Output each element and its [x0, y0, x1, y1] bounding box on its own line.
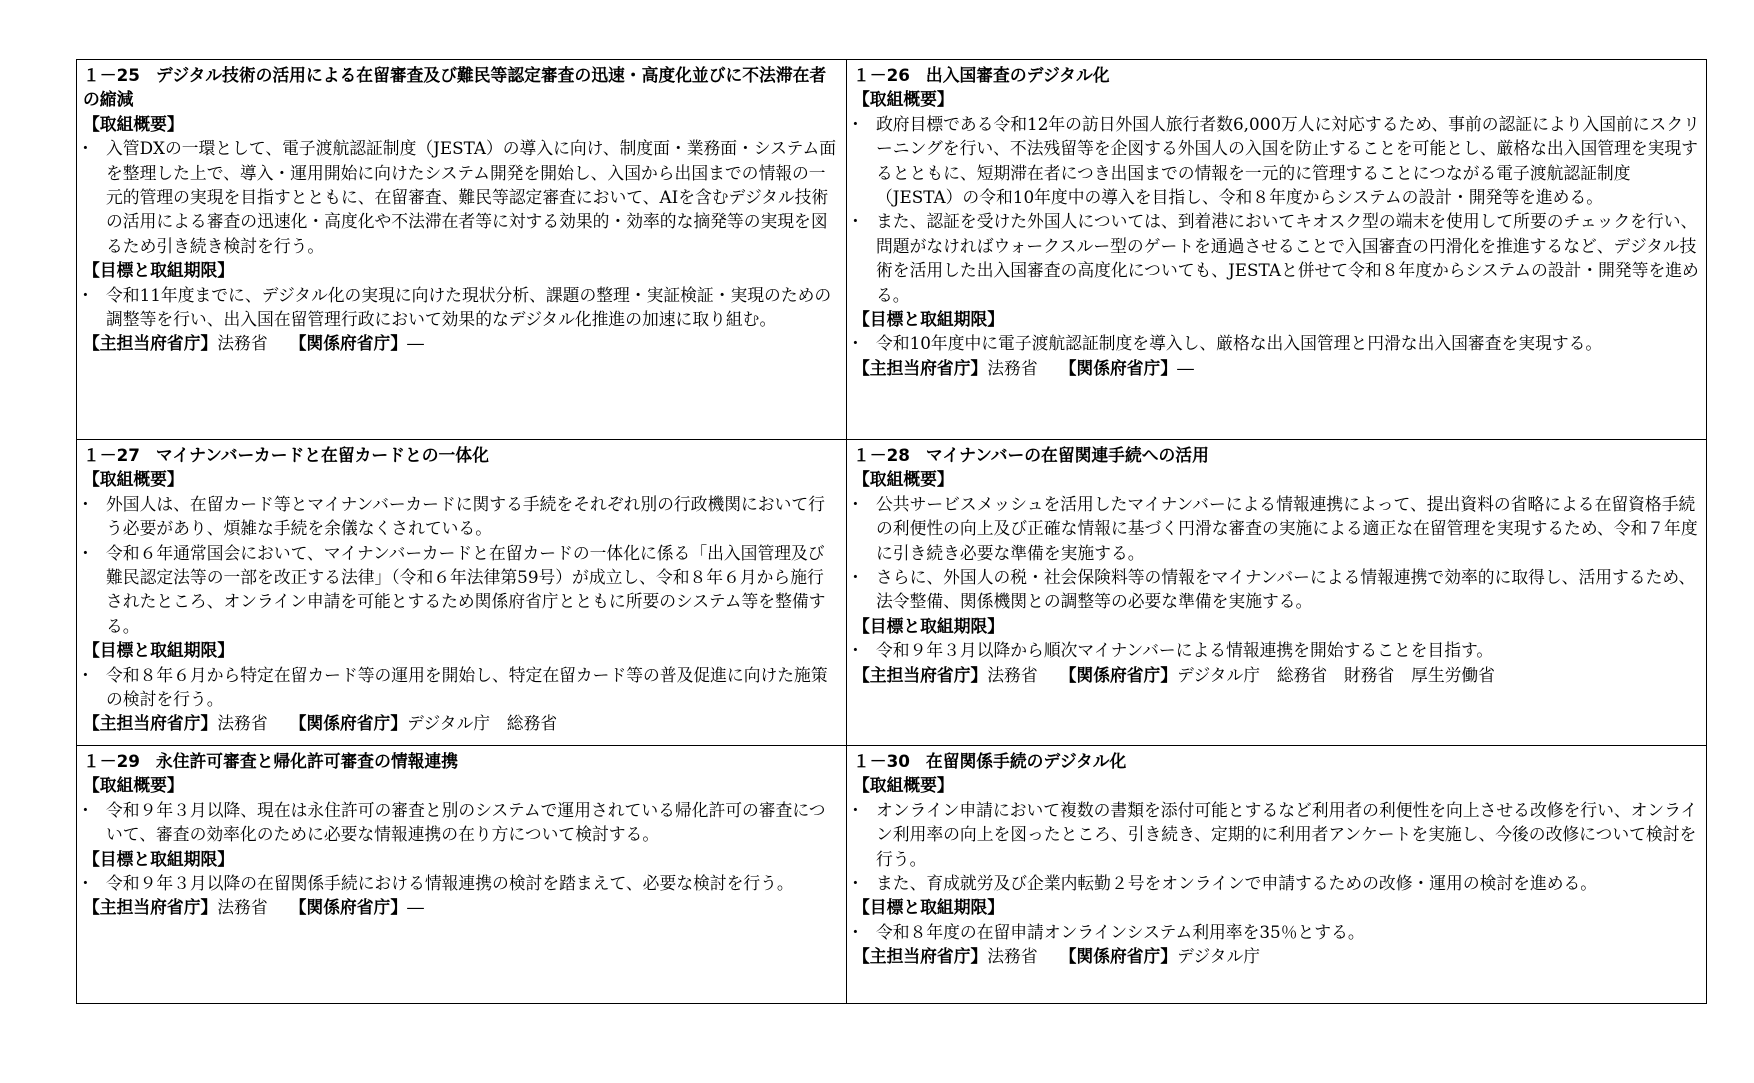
owner-value: 法務省 [217, 333, 268, 354]
goal-heading: 【目標と取組期限】 [853, 309, 1005, 330]
section-title [83, 63, 840, 112]
related-label: 【関係府省庁】 [1059, 357, 1178, 378]
overview-heading: 【取組概要】 [83, 113, 184, 134]
section-cell [847, 60, 1707, 440]
goal-list [83, 871, 840, 895]
section-title [83, 749, 840, 773]
section-title [853, 749, 1700, 773]
overview-heading: 【取組概要】 [853, 89, 954, 110]
overview-list [853, 798, 1700, 896]
section-cell [847, 746, 1707, 1004]
table-row [77, 440, 1707, 746]
related-label: 【関係府省庁】 [289, 333, 408, 354]
responsible-ministries [83, 711, 840, 735]
related-label: 【関係府省庁】 [1059, 664, 1178, 685]
section-cell [847, 440, 1707, 746]
goal-item: ・ 令和８年度の在留申請オンラインシステム利用率を35％とする。 [853, 920, 1700, 944]
goal-heading: 【目標と取組期限】 [853, 615, 1005, 636]
overview-item: ・ 公共サービスメッシュを活用したマイナンバーによる情報連携によって、提出資料の省略による在留資格手続の利便性の向上及び正確な情報に基づく円滑な審査の実施による適正な在留管理を実現するため、令和７年度に引き続き必要な準備を実施する。 [853, 492, 1700, 565]
section-title-text: マイナンバーカードと在留カードとの一体化 [155, 445, 489, 465]
goal-item: ・ 令和11年度までに、デジタル化の実現に向けた現状分析、課題の整理・実証検証・実現のための調整等を行い、出入国在留管理行政において効果的なデジタル化推進の加速に取り組む。 [83, 283, 840, 332]
owner-value: 法務省 [217, 897, 268, 918]
related-value: ― [1177, 357, 1194, 378]
section-number: １－29 [83, 751, 140, 771]
overview-item: ・ 令和６年通常国会において、マイナンバーカードと在留カードの一体化に係る「出入国管理及び難民認定法等の一部を改正する法律」（令和６年法律第59号）が成立し、令和８年６月から施行されたところ、オンライン申請を可能とするため関係府省庁とともに所要のシステム等を整備する。 [83, 541, 840, 639]
section-cell [77, 746, 847, 1004]
section-number: １－25 [83, 65, 140, 85]
responsible-ministries [83, 331, 840, 355]
overview-item: ・ オンライン申請において複数の書類を添付可能とするなど利用者の利便性を向上させる改修を行い、オンライン利用率の向上を図ったところ、引き続き、定期的に利用者アンケートを実施し、今後の改修について検討を行う。 [853, 798, 1700, 871]
overview-item: ・ 政府目標である令和12年の訪日外国人旅行者数6,000万人に対応するため、事前の認証により入国前にスクリーニングを行い、不法残留等を企図する外国人の入国を防止することを可能とし、厳格な出入国管理を実現するとともに、短期滞在者につき出国までの情報を一元的に管理することにつながる電子渡航認証制度（JESTA）の令和10年度中の導入を目指し、令和８年度からシステムの設計・開発等を進める。 [853, 112, 1700, 210]
responsible-ministries [853, 663, 1700, 687]
section-number: １－27 [83, 445, 140, 465]
section-title [853, 443, 1700, 467]
section-title [853, 63, 1700, 87]
owner-label: 【主担当府省庁】 [853, 664, 988, 685]
owner-value: 法務省 [987, 946, 1038, 967]
section-title-text: デジタル技術の活用による在留審査及び難民等認定審査の迅速・高度化並びに不法滞在者の縮減 [83, 65, 827, 110]
related-label: 【関係府省庁】 [1059, 946, 1178, 967]
goal-list [853, 331, 1700, 355]
section-cell [77, 60, 847, 440]
overview-item: ・ さらに、外国人の税・社会保険料等の情報をマイナンバーによる情報連携で効率的に取得し、活用するため、法令整備、関係機関との調整等の必要な準備を実施する。 [853, 565, 1700, 614]
overview-item: ・ 令和９年３月以降、現在は永住許可の審査と別のシステムで運用されている帰化許可の審査について、審査の効率化のために必要な情報連携の在り方について検討する。 [83, 798, 840, 847]
goal-list [853, 638, 1700, 662]
goal-list [83, 663, 840, 712]
section-title-text: 永住許可審査と帰化許可審査の情報連携 [155, 751, 458, 771]
owner-label: 【主担当府省庁】 [83, 897, 218, 918]
overview-item: ・ 入管DXの一環として、電子渡航認証制度（JESTA）の導入に向け、制度面・業務面・システム面を整理した上で、導入・運用開始に向けたシステム開発を開始し、入国から出国までの情報の一元的管理の実現を目指すとともに、在留審査、難民等認定審査において、AIを含むデジタル技術の活用による審査の迅速化・高度化や不法滞在者等に対する効果的・効率的な摘発等の実現を図るため引き続き検討を行う。 [83, 136, 840, 258]
related-value: デジタル庁 総務省 [407, 713, 558, 734]
responsible-ministries [853, 944, 1700, 968]
overview-list [83, 492, 840, 638]
overview-item: ・ また、育成就労及び企業内転勤２号をオンラインで申請するための改修・運用の検討を進める。 [853, 871, 1700, 895]
owner-value: 法務省 [217, 713, 268, 734]
section-title-text: 出入国審査のデジタル化 [925, 65, 1110, 85]
table-row [77, 60, 1707, 440]
owner-value: 法務省 [987, 357, 1038, 378]
goal-heading: 【目標と取組期限】 [83, 640, 235, 661]
overview-heading: 【取組概要】 [83, 469, 184, 490]
goal-list [83, 283, 840, 332]
section-title-text: マイナンバーの在留関連手続への活用 [925, 445, 1209, 465]
overview-item: ・ また、認証を受けた外国人については、到着港においてキオスク型の端末を使用して所要のチェックを行い、問題がなければウォークスルー型のゲートを通過させることで入国審査の円滑化を推進するなど、デジタル技術を活用した出入国審査の高度化についても、JESTAと併せて令和８年度からシステムの設計・開発等を進める。 [853, 209, 1700, 307]
overview-heading: 【取組概要】 [853, 469, 954, 490]
section-title-text: 在留関係手続のデジタル化 [925, 751, 1127, 771]
measures-table [76, 59, 1707, 1004]
overview-heading: 【取組概要】 [83, 775, 184, 796]
related-label: 【関係府省庁】 [289, 713, 408, 734]
overview-list [83, 798, 840, 847]
section-number: １－30 [853, 751, 910, 771]
related-value: ― [407, 897, 424, 918]
responsible-ministries [83, 895, 840, 919]
owner-value: 法務省 [987, 664, 1038, 685]
overview-list [853, 492, 1700, 614]
owner-label: 【主担当府省庁】 [83, 713, 218, 734]
goal-item: ・ 令和10年度中に電子渡航認証制度を導入し、厳格な出入国管理と円滑な出入国審査を実現する。 [853, 331, 1700, 355]
overview-list [83, 136, 840, 258]
section-number: １－26 [853, 65, 910, 85]
goal-heading: 【目標と取組期限】 [83, 260, 235, 281]
table-row [77, 746, 1707, 1004]
overview-item: ・ 外国人は、在留カード等とマイナンバーカードに関する手続をそれぞれ別の行政機関において行う必要があり、煩雑な手続を余儀なくされている。 [83, 492, 840, 541]
goal-heading: 【目標と取組期限】 [83, 848, 235, 869]
owner-label: 【主担当府省庁】 [853, 946, 988, 967]
goal-item: ・ 令和９年３月以降の在留関係手続における情報連携の検討を踏まえて、必要な検討を行う。 [83, 871, 840, 895]
overview-heading: 【取組概要】 [853, 775, 954, 796]
responsible-ministries [853, 356, 1700, 380]
related-value: デジタル庁 [1177, 946, 1261, 967]
goal-list [853, 920, 1700, 944]
section-number: １－28 [853, 445, 910, 465]
related-value: ― [407, 333, 424, 354]
related-label: 【関係府省庁】 [289, 897, 408, 918]
overview-list [853, 112, 1700, 307]
section-cell [77, 440, 847, 746]
goal-item: ・ 令和９年３月以降から順次マイナンバーによる情報連携を開始することを目指す。 [853, 638, 1700, 662]
related-value: デジタル庁 総務省 財務省 厚生労働省 [1177, 664, 1495, 685]
owner-label: 【主担当府省庁】 [83, 333, 218, 354]
goal-heading: 【目標と取組期限】 [853, 897, 1005, 918]
goal-item: ・ 令和８年６月から特定在留カード等の運用を開始し、特定在留カード等の普及促進に向けた施策の検討を行う。 [83, 663, 840, 712]
section-title [83, 443, 840, 467]
owner-label: 【主担当府省庁】 [853, 357, 988, 378]
